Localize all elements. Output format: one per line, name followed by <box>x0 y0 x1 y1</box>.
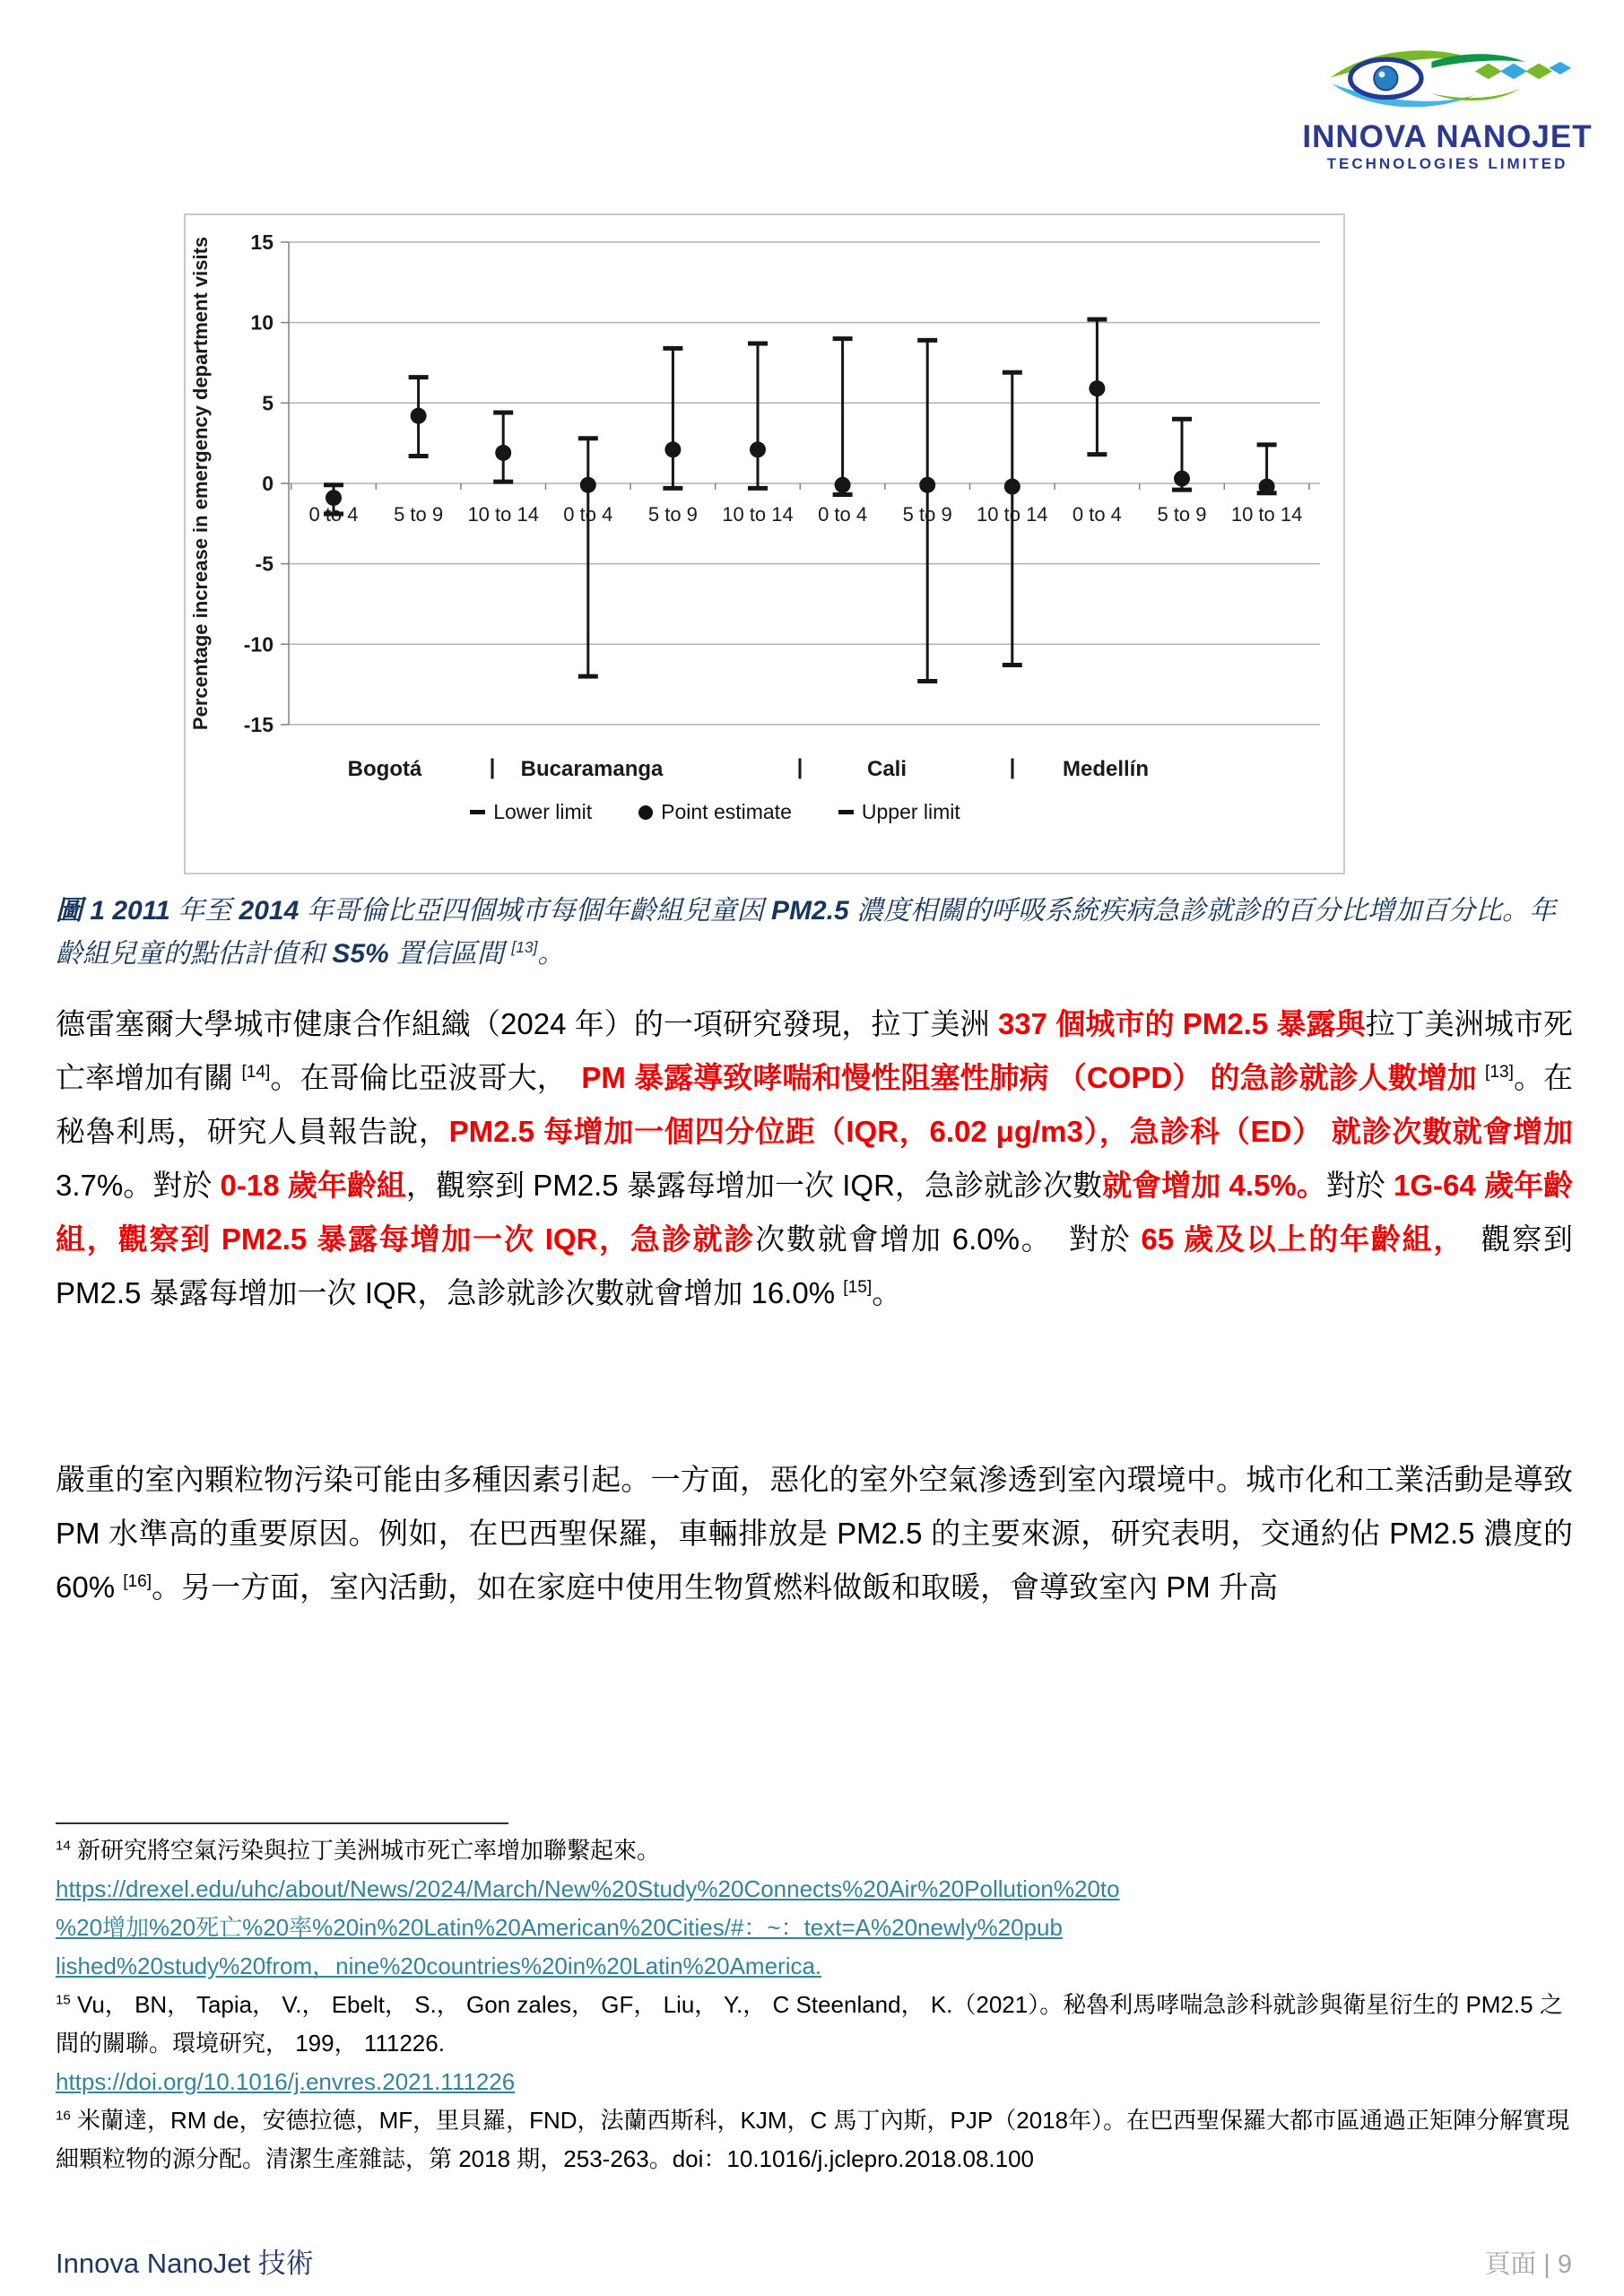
footnote-14-link-line2[interactable]: %20增加%20死亡%20率%20in%20Latin%20American%20Cities/#：~：text=A%20newly%20pub <box>56 1914 1063 1941</box>
logo-brand-subtitle: TECHNOLOGIES LIMITED <box>1326 155 1568 172</box>
svg-text:Bucaramanga: Bucaramanga <box>520 757 664 781</box>
svg-text:5 to 9: 5 to 9 <box>394 502 444 526</box>
svg-text:Bogotá: Bogotá <box>347 757 422 781</box>
point-estimate-dot-icon <box>638 805 653 820</box>
lower-limit-dash-icon <box>470 810 485 814</box>
svg-text:-5: -5 <box>255 552 274 576</box>
upper-limit-dash-icon <box>838 810 854 814</box>
svg-text:10 to 14: 10 to 14 <box>722 502 794 526</box>
legend-upper-limit <box>838 800 960 824</box>
footnotes-section <box>56 1831 1580 2179</box>
logo-eye-swoosh-icon <box>1313 41 1582 120</box>
chart-legend <box>136 800 1294 824</box>
figure-caption: 圖 1 2011 年至 2014 年哥倫比亞四個城市每個年齡組兒童因 PM2.5 濃度相關的呼吸系統疾病急診就診的百分比增加百分比。年齡組兒童的點估計值和 S5% 置信區間 [13]。 <box>56 896 1557 969</box>
legend-upper-limit-label: Upper limit <box>861 800 960 823</box>
svg-text:10: 10 <box>250 310 274 335</box>
svg-text:10 to 14: 10 to 14 <box>467 502 539 526</box>
svg-text:0 to 4: 0 to 4 <box>563 502 613 526</box>
svg-text:0 to 4: 0 to 4 <box>1072 502 1122 526</box>
svg-text:0: 0 <box>262 471 274 495</box>
legend-lower-limit-label: Lower limit <box>493 800 593 823</box>
svg-text:Medellín: Medellín <box>1062 757 1150 781</box>
footnote-14: $^{14}$ 新研究將空氣污染與拉丁美洲城市死亡率增加聯繫起來。 <box>56 1837 661 1864</box>
svg-text:-15: -15 <box>243 712 274 736</box>
footer-company-name: Innova NanoJet 技術 <box>56 2248 314 2279</box>
svg-text:0 to 4: 0 to 4 <box>308 502 359 526</box>
svg-text:5: 5 <box>262 391 274 415</box>
svg-text:|: | <box>796 755 803 779</box>
figure-chart-svg <box>186 215 1343 873</box>
svg-text:15: 15 <box>250 230 274 254</box>
svg-text:5 to 9: 5 to 9 <box>1157 502 1207 526</box>
paragraph-indoor-pollution: 嚴重的室內顆粒物污染可能由多種因素引起。一方面，惡化的室外空氣滲透到室內環境中。城市化和工業活動是導致 PM 水準高的重要原因。例如，在巴西聖保羅，車輛排放是 PM2.5 的主要來源，研究表明，交通約佔 PM2.5 濃度的 60% [16]。另一方面，室內活動，如在家庭中使用生物質燃料做飯和取暖，會導致室內 PM 升高 <box>56 1463 1573 1604</box>
svg-text:|: | <box>1009 755 1016 779</box>
footnote-14-link-line1[interactable]: https://drexel.edu/uhc/about/News/2024/March/New%20Study%20Connects%20Air%20Pollution%20to <box>56 1875 1120 1902</box>
footnote-15: $^{15}$ Vu， BN， Tapia， V.， Ebelt， S.， Gon zales， GF， Liu， Y.， C Steenland， K.（2021）。秘魯利馬哮喘急診科就診與衛星衍生的 PM2.5 之間的關聯。環境研究， 199， 111226. <box>56 1991 1563 2057</box>
footnote-14-link-line3[interactable]: lished%20study%20from，nine%20countries%20in%20Latin%20America. <box>56 1952 822 1979</box>
footnote-16: $^{16}$ 米蘭達，RM de，安德拉德，MF，里貝羅，FND，法蘭西斯科，KJM，C 馬丁內斯，PJP（2018年）。在巴西聖保羅大都市區通過正矩陣分解實現細顆粒物的源分配。清潔生產雜誌，第 2018 期，253-263。doi：10.1016/j.jclepro.2018.08.100 <box>56 2107 1570 2172</box>
svg-text:10 to 14: 10 to 14 <box>1230 502 1303 526</box>
paragraph-study-findings: 德雷塞爾大學城市健康合作組織（2024 年）的一項研究發現，拉丁美洲 337 個城市的 PM2.5 暴露與拉丁美洲城市死亡率增加有關 [14]。在哥倫比亞波哥大， PM 暴露導致哮喘和慢性阻塞性肺病 （COPD） 的急診就診人數增加 [13]。在秘魯利馬，研究人員報告說，PM2.5 每增加一個四分位距（IQR，6.02 μg/m3），急診科（ED） 就診次數就會增加 3.7%。對於 0-18 歲年齡組，觀察到 PM2.5 暴露每增加一次 IQR，急診就診次數就會增加 4.5%。對於 1G-64 歲年齡組，觀察到 PM2.5 暴露每增加一次 IQR，急診就診次數就會增加 6.0%。 對於 65 歲及以上的年齡組， 觀察到 PM2.5 暴露每增加一次 IQR，急診就診次數就會增加 16.0% [15]。 <box>56 1007 1574 1309</box>
svg-text:10 to 14: 10 to 14 <box>977 502 1048 526</box>
svg-text:5 to 9: 5 to 9 <box>647 502 698 526</box>
svg-text:-10: -10 <box>243 632 274 657</box>
figure-1-chart <box>184 213 1345 874</box>
svg-text:Percentage increase in emergen: Percentage increase in emergency department visits <box>189 236 212 731</box>
footnote-15-doi-link[interactable]: https://doi.org/10.1016/j.envres.2021.111226 <box>56 2068 516 2095</box>
legend-lower-limit <box>470 800 592 824</box>
legend-point-estimate-label: Point estimate <box>661 800 792 823</box>
logo-brand-name: INNOVA NANOJET <box>1302 119 1593 154</box>
footnote-separator <box>56 1822 508 1824</box>
legend-point-estimate <box>638 800 792 824</box>
footer-page-number: 頁面 | 9 <box>1484 2250 1572 2279</box>
svg-text:5 to 9: 5 to 9 <box>902 502 952 526</box>
svg-text:Cali: Cali <box>866 757 908 781</box>
svg-text:|: | <box>489 755 496 779</box>
svg-text:0 to 4: 0 to 4 <box>818 502 868 526</box>
innova-nanojet-logo <box>1290 41 1605 174</box>
